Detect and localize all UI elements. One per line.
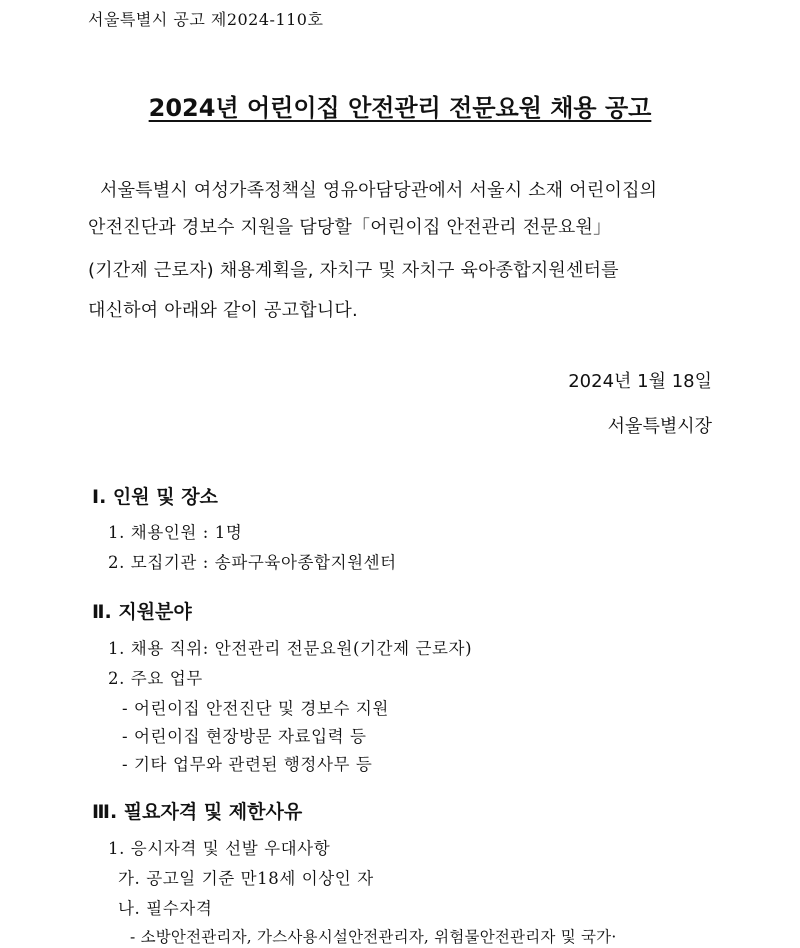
intro-line: 안전진단과 경보수 지원을 담당할「어린이집 안전관리 전문요원」 (88, 217, 612, 238)
intro-line: 대신하여 아래와 같이 공고합니다. (88, 300, 358, 321)
list-item: 1. 응시자격 및 선발 우대사항 (108, 839, 331, 858)
intro-line: (기간제 근로자) 채용계획을, 자치구 및 자치구 육아종합지원센터를 (88, 260, 619, 281)
duty-item: - 어린이집 안전진단 및 경보수 지원 (122, 699, 389, 718)
list-item: 1. 채용 직위: 안전관리 전문요원(기간제 근로자) (108, 639, 473, 658)
section-heading: Ⅱ. 지원분야 (92, 601, 192, 623)
list-item: 2. 모집기관 : 송파구육아종합지원센터 (108, 553, 397, 572)
list-item: 2. 주요 업무 (108, 669, 203, 688)
issuer-name: 서울특별시장 (607, 416, 712, 437)
document-number: 서울특별시 공고 제2024-110호 (88, 10, 324, 29)
requirement-detail: - 소방안전관리자, 가스사용시설안전관리자, 위험물안전관리자 및 국가· (130, 928, 617, 946)
intro-line: 서울특별시 여성가족정책실 영유아담당관에서 서울시 소재 어린이집의 (100, 180, 658, 201)
duty-item: - 어린이집 현장방문 자료입력 등 (122, 727, 367, 746)
list-item: 1. 채용인원 : 1명 (108, 523, 243, 542)
section-heading: Ⅰ. 인원 및 장소 (92, 486, 218, 508)
sub-item: 가. 공고일 기준 만18세 이상인 자 (118, 869, 374, 888)
duty-item: - 기타 업무와 관련된 행정사무 등 (122, 755, 373, 774)
section-heading: Ⅲ. 필요자격 및 제한사유 (92, 801, 303, 823)
sub-item: 나. 필수자격 (118, 899, 213, 918)
document-title: 2024년 어린이집 안전관리 전문요원 채용 공고 (148, 94, 652, 122)
announcement-date: 2024년 1월 18일 (568, 371, 712, 392)
